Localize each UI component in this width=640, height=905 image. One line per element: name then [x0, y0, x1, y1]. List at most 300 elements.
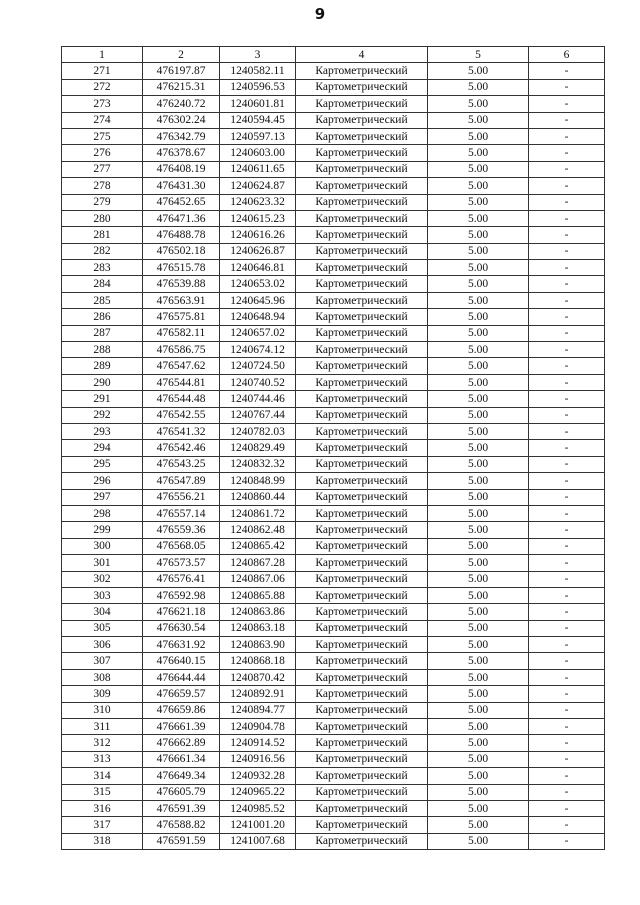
note-cell: -	[529, 391, 605, 407]
column-header: 5	[428, 47, 529, 63]
table-row	[62, 784, 605, 800]
table-row	[62, 243, 605, 259]
table-row	[62, 309, 605, 325]
method-cell: Картометрический	[296, 653, 428, 669]
point-number-cell: 297	[62, 489, 143, 505]
note-cell: -	[529, 63, 605, 79]
note-cell: -	[529, 473, 605, 489]
x-coordinate-cell: 476563.91	[143, 292, 220, 308]
method-cell: Картометрический	[296, 260, 428, 276]
point-number-cell: 298	[62, 505, 143, 521]
y-coordinate-cell: 1240863.18	[220, 620, 296, 636]
x-coordinate-cell: 476471.36	[143, 210, 220, 226]
y-coordinate-cell: 1240848.99	[220, 473, 296, 489]
method-cell: Картометрический	[296, 555, 428, 571]
point-number-cell: 293	[62, 423, 143, 439]
point-number-cell: 312	[62, 735, 143, 751]
note-cell: -	[529, 555, 605, 571]
point-number-cell: 287	[62, 325, 143, 341]
coordinates-table	[61, 46, 605, 850]
x-coordinate-cell: 476539.88	[143, 276, 220, 292]
table-row	[62, 128, 605, 144]
method-cell: Картометрический	[296, 292, 428, 308]
note-cell: -	[529, 669, 605, 685]
method-cell: Картометрический	[296, 325, 428, 341]
note-cell: -	[529, 260, 605, 276]
table-row	[62, 505, 605, 521]
note-cell: -	[529, 735, 605, 751]
point-number-cell: 302	[62, 571, 143, 587]
x-coordinate-cell: 476541.32	[143, 423, 220, 439]
method-cell: Картометрический	[296, 440, 428, 456]
method-cell: Картометрический	[296, 391, 428, 407]
point-number-cell: 288	[62, 342, 143, 358]
y-coordinate-cell: 1240985.52	[220, 800, 296, 816]
y-coordinate-cell: 1240892.91	[220, 686, 296, 702]
y-coordinate-cell: 1240603.00	[220, 145, 296, 161]
table-row	[62, 751, 605, 767]
point-number-cell: 286	[62, 309, 143, 325]
table-body	[62, 63, 605, 850]
accuracy-cell: 5.00	[428, 440, 529, 456]
method-cell: Картометрический	[296, 79, 428, 95]
column-header: 4	[296, 47, 428, 63]
x-coordinate-cell: 476659.57	[143, 686, 220, 702]
x-coordinate-cell: 476659.86	[143, 702, 220, 718]
point-number-cell: 317	[62, 817, 143, 833]
accuracy-cell: 5.00	[428, 456, 529, 472]
accuracy-cell: 5.00	[428, 112, 529, 128]
y-coordinate-cell: 1240865.88	[220, 587, 296, 603]
accuracy-cell: 5.00	[428, 505, 529, 521]
accuracy-cell: 5.00	[428, 817, 529, 833]
accuracy-cell: 5.00	[428, 653, 529, 669]
method-cell: Картометрический	[296, 522, 428, 538]
note-cell: -	[529, 653, 605, 669]
point-number-cell: 313	[62, 751, 143, 767]
table-row	[62, 358, 605, 374]
accuracy-cell: 5.00	[428, 128, 529, 144]
table-row	[62, 440, 605, 456]
y-coordinate-cell: 1240862.48	[220, 522, 296, 538]
method-cell: Картометрический	[296, 407, 428, 423]
x-coordinate-cell: 476452.65	[143, 194, 220, 210]
y-coordinate-cell: 1240867.06	[220, 571, 296, 587]
accuracy-cell: 5.00	[428, 145, 529, 161]
note-cell: -	[529, 227, 605, 243]
table-row	[62, 407, 605, 423]
accuracy-cell: 5.00	[428, 227, 529, 243]
x-coordinate-cell: 476542.55	[143, 407, 220, 423]
x-coordinate-cell: 476621.18	[143, 604, 220, 620]
accuracy-cell: 5.00	[428, 620, 529, 636]
point-number-cell: 291	[62, 391, 143, 407]
x-coordinate-cell: 476547.62	[143, 358, 220, 374]
x-coordinate-cell: 476559.36	[143, 522, 220, 538]
point-number-cell: 271	[62, 63, 143, 79]
column-header: 3	[220, 47, 296, 63]
note-cell: -	[529, 145, 605, 161]
y-coordinate-cell: 1240653.02	[220, 276, 296, 292]
point-number-cell: 301	[62, 555, 143, 571]
column-header: 6	[529, 47, 605, 63]
note-cell: -	[529, 505, 605, 521]
x-coordinate-cell: 476586.75	[143, 342, 220, 358]
y-coordinate-cell: 1240601.81	[220, 96, 296, 112]
method-cell: Картометрический	[296, 456, 428, 472]
accuracy-cell: 5.00	[428, 161, 529, 177]
note-cell: -	[529, 702, 605, 718]
table-row	[62, 489, 605, 505]
y-coordinate-cell: 1240744.46	[220, 391, 296, 407]
y-coordinate-cell: 1240657.02	[220, 325, 296, 341]
accuracy-cell: 5.00	[428, 522, 529, 538]
point-number-cell: 289	[62, 358, 143, 374]
note-cell: -	[529, 342, 605, 358]
x-coordinate-cell: 476640.15	[143, 653, 220, 669]
point-number-cell: 284	[62, 276, 143, 292]
method-cell: Картометрический	[296, 620, 428, 636]
point-number-cell: 276	[62, 145, 143, 161]
method-cell: Картометрический	[296, 505, 428, 521]
note-cell: -	[529, 571, 605, 587]
x-coordinate-cell: 476576.41	[143, 571, 220, 587]
method-cell: Картометрический	[296, 96, 428, 112]
method-cell: Картометрический	[296, 178, 428, 194]
point-number-cell: 273	[62, 96, 143, 112]
table-row	[62, 79, 605, 95]
method-cell: Картометрический	[296, 423, 428, 439]
x-coordinate-cell: 476662.89	[143, 735, 220, 751]
accuracy-cell: 5.00	[428, 292, 529, 308]
table-row	[62, 210, 605, 226]
table-row	[62, 620, 605, 636]
method-cell: Картометрический	[296, 784, 428, 800]
accuracy-cell: 5.00	[428, 800, 529, 816]
accuracy-cell: 5.00	[428, 489, 529, 505]
point-number-cell: 292	[62, 407, 143, 423]
table-row	[62, 456, 605, 472]
method-cell: Картометрический	[296, 768, 428, 784]
y-coordinate-cell: 1240740.52	[220, 374, 296, 390]
note-cell: -	[529, 456, 605, 472]
y-coordinate-cell: 1240626.87	[220, 243, 296, 259]
note-cell: -	[529, 637, 605, 653]
y-coordinate-cell: 1240674.12	[220, 342, 296, 358]
x-coordinate-cell: 476547.89	[143, 473, 220, 489]
note-cell: -	[529, 817, 605, 833]
y-coordinate-cell: 1240594.45	[220, 112, 296, 128]
y-coordinate-cell: 1240767.44	[220, 407, 296, 423]
note-cell: -	[529, 358, 605, 374]
point-number-cell: 285	[62, 292, 143, 308]
x-coordinate-cell: 476542.46	[143, 440, 220, 456]
method-cell: Картометрический	[296, 342, 428, 358]
table-row	[62, 669, 605, 685]
method-cell: Картометрический	[296, 227, 428, 243]
note-cell: -	[529, 423, 605, 439]
y-coordinate-cell: 1241007.68	[220, 833, 296, 849]
accuracy-cell: 5.00	[428, 374, 529, 390]
method-cell: Картометрический	[296, 112, 428, 128]
point-number-cell: 280	[62, 210, 143, 226]
table-row	[62, 276, 605, 292]
x-coordinate-cell: 476557.14	[143, 505, 220, 521]
y-coordinate-cell: 1240868.18	[220, 653, 296, 669]
y-coordinate-cell: 1240861.72	[220, 505, 296, 521]
note-cell: -	[529, 276, 605, 292]
accuracy-cell: 5.00	[428, 96, 529, 112]
table-row	[62, 800, 605, 816]
point-number-cell: 272	[62, 79, 143, 95]
method-cell: Картометрический	[296, 571, 428, 587]
note-cell: -	[529, 407, 605, 423]
x-coordinate-cell: 476631.92	[143, 637, 220, 653]
point-number-cell: 310	[62, 702, 143, 718]
table-row	[62, 391, 605, 407]
x-coordinate-cell: 476588.82	[143, 817, 220, 833]
accuracy-cell: 5.00	[428, 243, 529, 259]
table-row	[62, 342, 605, 358]
x-coordinate-cell: 476568.05	[143, 538, 220, 554]
point-number-cell: 277	[62, 161, 143, 177]
x-coordinate-cell: 476573.57	[143, 555, 220, 571]
point-number-cell: 316	[62, 800, 143, 816]
y-coordinate-cell: 1240616.26	[220, 227, 296, 243]
x-coordinate-cell: 476302.24	[143, 112, 220, 128]
table-row	[62, 325, 605, 341]
x-coordinate-cell: 476543.25	[143, 456, 220, 472]
y-coordinate-cell: 1240597.13	[220, 128, 296, 144]
point-number-cell: 274	[62, 112, 143, 128]
x-coordinate-cell: 476661.39	[143, 719, 220, 735]
table-row	[62, 637, 605, 653]
accuracy-cell: 5.00	[428, 358, 529, 374]
point-number-cell: 300	[62, 538, 143, 554]
point-number-cell: 278	[62, 178, 143, 194]
table-row	[62, 423, 605, 439]
method-cell: Картометрический	[296, 538, 428, 554]
accuracy-cell: 5.00	[428, 63, 529, 79]
point-number-cell: 318	[62, 833, 143, 849]
point-number-cell: 282	[62, 243, 143, 259]
table-row	[62, 194, 605, 210]
point-number-cell: 283	[62, 260, 143, 276]
method-cell: Картометрический	[296, 210, 428, 226]
table-row	[62, 735, 605, 751]
y-coordinate-cell: 1240596.53	[220, 79, 296, 95]
note-cell: -	[529, 292, 605, 308]
accuracy-cell: 5.00	[428, 276, 529, 292]
y-coordinate-cell: 1240645.96	[220, 292, 296, 308]
x-coordinate-cell: 476649.34	[143, 768, 220, 784]
accuracy-cell: 5.00	[428, 669, 529, 685]
accuracy-cell: 5.00	[428, 210, 529, 226]
note-cell: -	[529, 79, 605, 95]
accuracy-cell: 5.00	[428, 407, 529, 423]
method-cell: Картометрический	[296, 817, 428, 833]
point-number-cell: 299	[62, 522, 143, 538]
note-cell: -	[529, 604, 605, 620]
method-cell: Картометрический	[296, 145, 428, 161]
x-coordinate-cell: 476592.98	[143, 587, 220, 603]
accuracy-cell: 5.00	[428, 178, 529, 194]
x-coordinate-cell: 476502.18	[143, 243, 220, 259]
method-cell: Картометрический	[296, 63, 428, 79]
accuracy-cell: 5.00	[428, 538, 529, 554]
accuracy-cell: 5.00	[428, 260, 529, 276]
y-coordinate-cell: 1240648.94	[220, 309, 296, 325]
point-number-cell: 275	[62, 128, 143, 144]
y-coordinate-cell: 1240782.03	[220, 423, 296, 439]
table-row	[62, 63, 605, 79]
point-number-cell: 296	[62, 473, 143, 489]
y-coordinate-cell: 1240611.65	[220, 161, 296, 177]
method-cell: Картометрический	[296, 735, 428, 751]
y-coordinate-cell: 1240863.86	[220, 604, 296, 620]
point-number-cell: 314	[62, 768, 143, 784]
point-number-cell: 315	[62, 784, 143, 800]
x-coordinate-cell: 476630.54	[143, 620, 220, 636]
y-coordinate-cell: 1240646.81	[220, 260, 296, 276]
note-cell: -	[529, 719, 605, 735]
table-row	[62, 292, 605, 308]
note-cell: -	[529, 243, 605, 259]
point-number-cell: 279	[62, 194, 143, 210]
y-coordinate-cell: 1240867.28	[220, 555, 296, 571]
x-coordinate-cell: 476644.44	[143, 669, 220, 685]
accuracy-cell: 5.00	[428, 686, 529, 702]
y-coordinate-cell: 1240904.78	[220, 719, 296, 735]
method-cell: Картометрический	[296, 276, 428, 292]
column-header: 2	[143, 47, 220, 63]
note-cell: -	[529, 784, 605, 800]
note-cell: -	[529, 440, 605, 456]
note-cell: -	[529, 128, 605, 144]
y-coordinate-cell: 1240865.42	[220, 538, 296, 554]
table-row	[62, 653, 605, 669]
x-coordinate-cell: 476408.19	[143, 161, 220, 177]
note-cell: -	[529, 620, 605, 636]
y-coordinate-cell: 1240724.50	[220, 358, 296, 374]
point-number-cell: 294	[62, 440, 143, 456]
method-cell: Картометрический	[296, 358, 428, 374]
method-cell: Картометрический	[296, 194, 428, 210]
accuracy-cell: 5.00	[428, 719, 529, 735]
note-cell: -	[529, 751, 605, 767]
point-number-cell: 295	[62, 456, 143, 472]
column-header: 1	[62, 47, 143, 63]
y-coordinate-cell: 1240624.87	[220, 178, 296, 194]
accuracy-cell: 5.00	[428, 702, 529, 718]
accuracy-cell: 5.00	[428, 555, 529, 571]
x-coordinate-cell: 476575.81	[143, 309, 220, 325]
table-row	[62, 604, 605, 620]
x-coordinate-cell: 476488.78	[143, 227, 220, 243]
method-cell: Картометрический	[296, 309, 428, 325]
note-cell: -	[529, 800, 605, 816]
x-coordinate-cell: 476544.81	[143, 374, 220, 390]
method-cell: Картометрический	[296, 473, 428, 489]
x-coordinate-cell: 476240.72	[143, 96, 220, 112]
table-row	[62, 587, 605, 603]
y-coordinate-cell: 1240860.44	[220, 489, 296, 505]
method-cell: Картометрический	[296, 751, 428, 767]
x-coordinate-cell: 476515.78	[143, 260, 220, 276]
y-coordinate-cell: 1241001.20	[220, 817, 296, 833]
x-coordinate-cell: 476544.48	[143, 391, 220, 407]
y-coordinate-cell: 1240615.23	[220, 210, 296, 226]
note-cell: -	[529, 210, 605, 226]
page-number: 9	[314, 5, 326, 23]
method-cell: Картометрический	[296, 800, 428, 816]
table-row	[62, 719, 605, 735]
note-cell: -	[529, 194, 605, 210]
point-number-cell: 290	[62, 374, 143, 390]
x-coordinate-cell: 476605.79	[143, 784, 220, 800]
note-cell: -	[529, 522, 605, 538]
x-coordinate-cell: 476582.11	[143, 325, 220, 341]
accuracy-cell: 5.00	[428, 587, 529, 603]
point-number-cell: 311	[62, 719, 143, 735]
x-coordinate-cell: 476661.34	[143, 751, 220, 767]
y-coordinate-cell: 1240832.32	[220, 456, 296, 472]
x-coordinate-cell: 476197.87	[143, 63, 220, 79]
note-cell: -	[529, 538, 605, 554]
point-number-cell: 309	[62, 686, 143, 702]
y-coordinate-cell: 1240894.77	[220, 702, 296, 718]
point-number-cell: 305	[62, 620, 143, 636]
table-row	[62, 96, 605, 112]
method-cell: Картометрический	[296, 128, 428, 144]
table-row	[62, 833, 605, 849]
point-number-cell: 303	[62, 587, 143, 603]
accuracy-cell: 5.00	[428, 309, 529, 325]
table-row	[62, 538, 605, 554]
accuracy-cell: 5.00	[428, 325, 529, 341]
table-row	[62, 161, 605, 177]
table-row	[62, 112, 605, 128]
y-coordinate-cell: 1240863.90	[220, 637, 296, 653]
note-cell: -	[529, 833, 605, 849]
accuracy-cell: 5.00	[428, 784, 529, 800]
method-cell: Картометрический	[296, 686, 428, 702]
accuracy-cell: 5.00	[428, 768, 529, 784]
accuracy-cell: 5.00	[428, 637, 529, 653]
method-cell: Картометрический	[296, 161, 428, 177]
accuracy-cell: 5.00	[428, 751, 529, 767]
point-number-cell: 304	[62, 604, 143, 620]
note-cell: -	[529, 112, 605, 128]
y-coordinate-cell: 1240829.49	[220, 440, 296, 456]
table-row	[62, 817, 605, 833]
point-number-cell: 308	[62, 669, 143, 685]
table-row	[62, 260, 605, 276]
note-cell: -	[529, 686, 605, 702]
point-number-cell: 281	[62, 227, 143, 243]
accuracy-cell: 5.00	[428, 735, 529, 751]
table-row	[62, 374, 605, 390]
y-coordinate-cell: 1240582.11	[220, 63, 296, 79]
note-cell: -	[529, 309, 605, 325]
accuracy-cell: 5.00	[428, 342, 529, 358]
note-cell: -	[529, 374, 605, 390]
method-cell: Картометрический	[296, 587, 428, 603]
accuracy-cell: 5.00	[428, 79, 529, 95]
accuracy-cell: 5.00	[428, 423, 529, 439]
table-row	[62, 555, 605, 571]
table-row	[62, 522, 605, 538]
